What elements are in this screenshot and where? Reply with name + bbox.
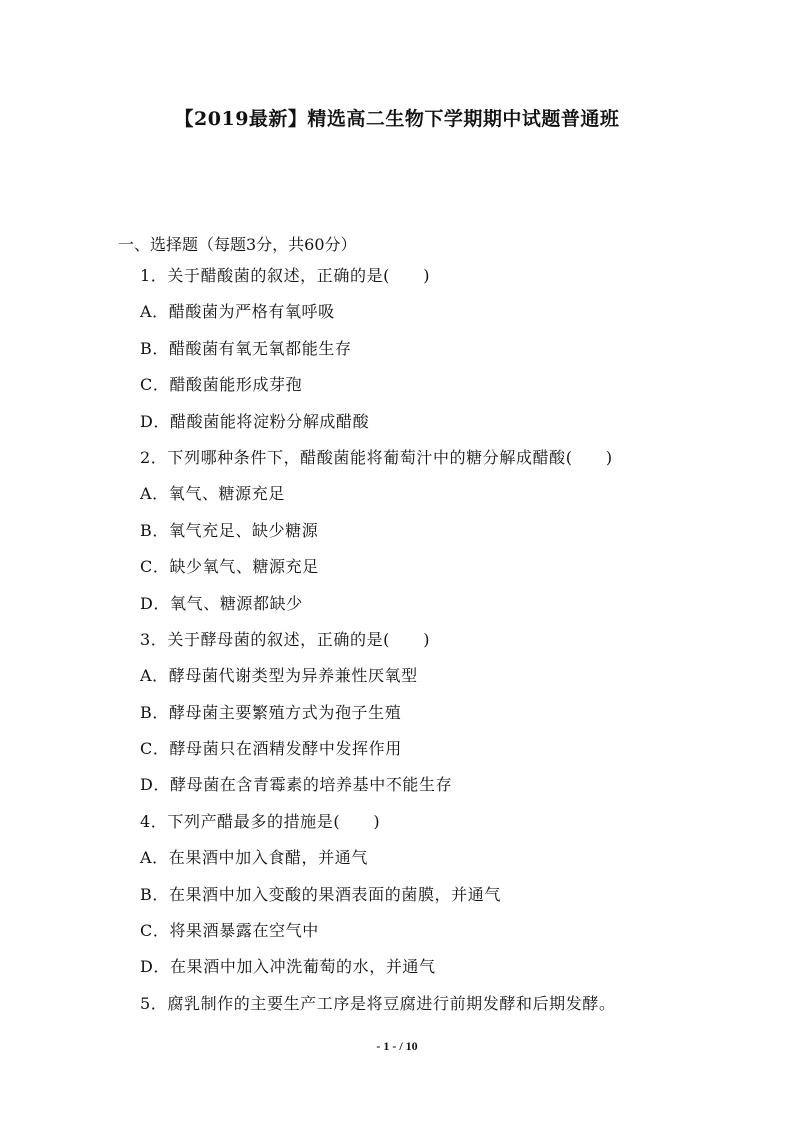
question-3-option-a: A．酵母菌代谢类型为异养兼性厌氧型 (140, 666, 418, 686)
question-5-stem: 5．腐乳制作的主要生产工序是将豆腐进行前期发酵和后期发酵。 (140, 993, 616, 1013)
question-2-option-a: A．氧气、糖源充足 (140, 484, 285, 504)
question-3-option-b: B．酵母菌主要繁殖方式为孢子生殖 (140, 702, 402, 722)
question-1-stem: 1．关于醋酸菌的叙述，正确的是( ) (140, 266, 431, 285)
question-list (140, 258, 760, 1022)
question-2-stem: 2．下列哪种条件下，醋酸菌能将葡萄汁中的糖分解成醋酸( ) (140, 447, 613, 467)
question-3-option-c: C．酵母菌只在酒精发酵中发挥作用 (140, 739, 402, 759)
question-1-option-a: A．醋酸菌为严格有氧呼吸 (140, 302, 335, 322)
question-1-option-c: C．醋酸菌能形成芽孢 (140, 375, 303, 395)
question-4-option-b: B．在果酒中加入变酸的果酒表面的菌膜，并通气 (140, 884, 501, 904)
section-heading: 一、选择题（每题3分，共60分） (118, 235, 357, 254)
question-3-option-d: D．酵母菌在含青霉素的培养基中不能生存 (140, 775, 453, 795)
question-2-option-c: C．缺少氧气、糖源充足 (140, 557, 319, 577)
question-4-option-d: D．在果酒中加入冲洗葡萄的水，并通气 (140, 957, 436, 977)
question-3-stem: 3．关于酵母菌的叙述，正确的是( ) (140, 629, 431, 649)
question-1-option-d: D．醋酸菌能将淀粉分解成醋酸 (140, 411, 370, 431)
question-2-option-b: B．氧气充足、缺少糖源 (140, 520, 319, 540)
page-title: 【2019最新】精选高二生物下学期期中试题普通班 (174, 108, 620, 130)
question-1-option-b: B．醋酸菌有氧无氧都能生存 (140, 338, 352, 358)
question-2-option-d: D．氧气、糖源都缺少 (140, 593, 303, 613)
question-4-stem: 4．下列产醋最多的措施是( ) (140, 811, 381, 831)
question-4-option-c: C．将果酒暴露在空气中 (140, 921, 319, 941)
page-footer: - 1 - / 10 (376, 1039, 418, 1053)
question-4-option-a: A．在果酒中加入食醋，并通气 (140, 848, 368, 868)
